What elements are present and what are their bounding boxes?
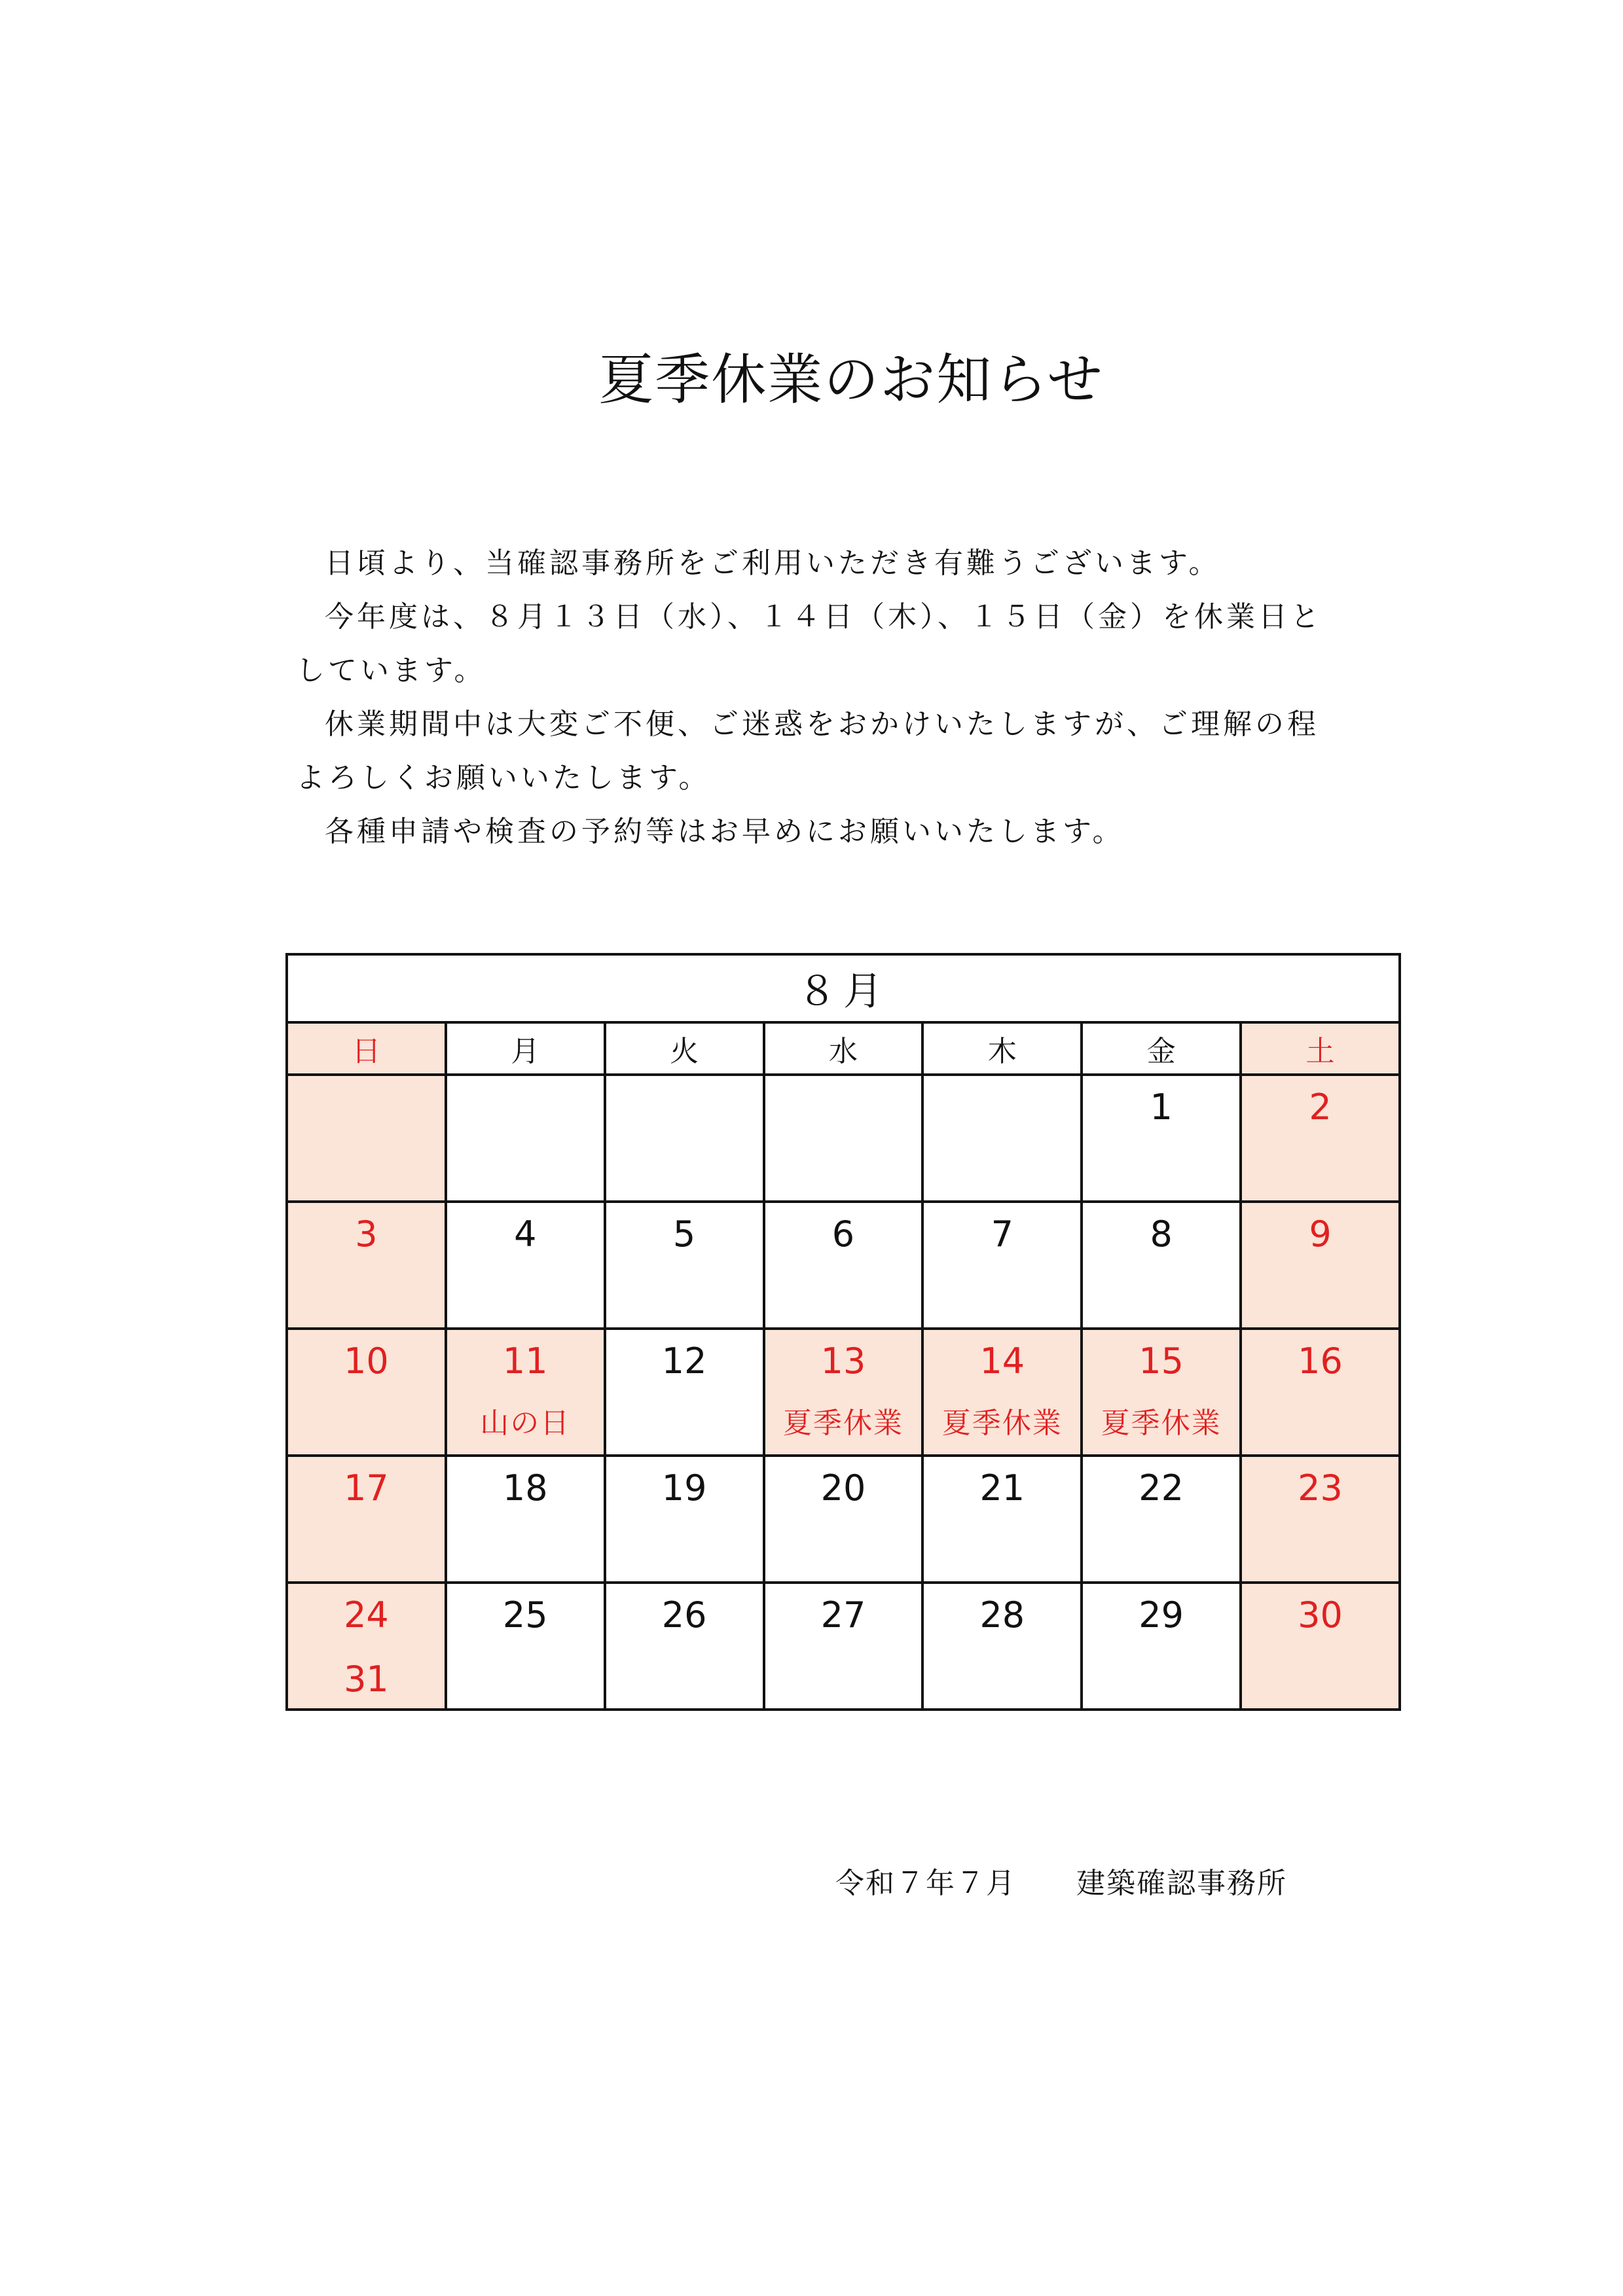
calendar-weekday-row [287, 1022, 1400, 1075]
calendar-day-cell [764, 1202, 923, 1329]
calendar-week-row [287, 1202, 1400, 1329]
calendar-day-cell [764, 1329, 923, 1456]
calendar-day-number: 30 [1298, 1594, 1343, 1636]
calendar-day-number: 14 [979, 1340, 1025, 1382]
calendar-day-number: 29 [1139, 1594, 1184, 1636]
calendar-day-number: 13 [820, 1340, 866, 1382]
calendar-day-cell [287, 1329, 446, 1456]
calendar-day-cell [446, 1075, 605, 1202]
weekday-thu: 木 [922, 1022, 1082, 1075]
calendar-day-number: 17 [344, 1467, 389, 1509]
calendar-day-number: 9 [1309, 1213, 1332, 1255]
calendar-day-number: 7 [991, 1213, 1013, 1255]
calendar-day-cell [764, 1456, 923, 1583]
calendar-day-number: 6 [831, 1213, 855, 1255]
calendar-month-label: ８月 [287, 954, 1400, 1022]
calendar-day-cell [446, 1583, 605, 1710]
calendar-day-cell [1082, 1202, 1241, 1329]
calendar-day-cell [287, 1202, 446, 1329]
calendar-day-number: 16 [1298, 1340, 1343, 1382]
calendar-day-note: 夏季休業 [1101, 1407, 1222, 1440]
calendar-day-cell [605, 1202, 764, 1329]
notice-title: 夏季休業のお知らせ [598, 348, 1104, 412]
calendar-day-cell [605, 1456, 764, 1583]
calendar-day-cell [605, 1075, 764, 1202]
calendar-day-cell [446, 1456, 605, 1583]
calendar-day-number: 8 [1150, 1213, 1173, 1255]
notice-body [296, 537, 1330, 859]
calendar-day-cell [922, 1202, 1082, 1329]
footer-date: 令和７年７月 [835, 1867, 1016, 1900]
august-calendar [285, 953, 1401, 1711]
calendar-day-number: 22 [1139, 1467, 1184, 1509]
calendar-day-number: 1 [1150, 1086, 1173, 1128]
calendar-day-cell [1082, 1583, 1241, 1710]
calendar-month-row [287, 954, 1400, 1022]
calendar-day-number: 27 [820, 1594, 866, 1636]
calendar-day-cell [605, 1329, 764, 1456]
calendar-day-number: 5 [672, 1213, 696, 1255]
calendar-day-number: 11 [502, 1340, 548, 1382]
calendar-day-cell [1241, 1202, 1400, 1329]
calendar-day-number: 28 [979, 1594, 1025, 1636]
calendar-day-cell [764, 1075, 923, 1202]
calendar-day-cell [605, 1583, 764, 1710]
calendar-day-number: 25 [502, 1594, 548, 1636]
paragraph-booking-request: 各種申請や検査の予約等はお早めにお願いいたします。 [325, 815, 1125, 848]
calendar-day-cell [287, 1583, 446, 1710]
weekday-wed: 水 [764, 1022, 923, 1075]
notice-footer [835, 1864, 1287, 1903]
calendar-day-cell [922, 1456, 1082, 1583]
calendar-day-note: 夏季休業 [941, 1407, 1063, 1440]
paragraph-holiday-dates: 今年度は、８月１３日（水）、１４日（木）、１５日（金）を休業日としています。 [296, 600, 1322, 687]
paragraph-apology: 休業期間中は大変ご不便、ご迷惑をおかけいたしますが、ご理解の程よろしくお願いいたします。 [296, 708, 1319, 795]
weekday-sun: 日 [287, 1022, 446, 1075]
calendar-day-cell [922, 1075, 1082, 1202]
weekday-tue: 火 [605, 1022, 764, 1075]
paragraph-greeting: 日頃より、当確認事務所をご利用いただき有難うございます。 [325, 547, 1221, 580]
calendar-day-cell [1082, 1329, 1241, 1456]
calendar-week-row [287, 1583, 1400, 1710]
calendar-day-cell [287, 1456, 446, 1583]
calendar-day-cell [1241, 1075, 1400, 1202]
calendar-day-cell [764, 1583, 923, 1710]
calendar-day-cell [446, 1202, 605, 1329]
footer-office: 建築確認事務所 [1076, 1867, 1287, 1900]
calendar-week-row [287, 1075, 1400, 1202]
calendar-day-number: 20 [820, 1467, 866, 1509]
calendar-day-number: 18 [502, 1467, 548, 1509]
weekday-fri: 金 [1082, 1022, 1241, 1075]
calendar-day-number: 26 [661, 1594, 707, 1636]
calendar-day-cell [287, 1075, 446, 1202]
calendar-day-cell [1241, 1329, 1400, 1456]
calendar-day-number: 12 [661, 1340, 707, 1382]
weekday-sat: 土 [1241, 1022, 1400, 1075]
calendar-day-number: 3 [355, 1213, 378, 1255]
calendar-day-note: 山の日 [480, 1407, 571, 1440]
calendar-day-number: 19 [661, 1467, 707, 1509]
calendar-day-cell [922, 1583, 1082, 1710]
calendar-day-cell [922, 1329, 1082, 1456]
calendar-day-note: 夏季休業 [782, 1407, 903, 1440]
calendar-day-number: 21 [979, 1467, 1025, 1509]
calendar-day-number: 10 [344, 1340, 389, 1382]
calendar-week-row [287, 1329, 1400, 1456]
calendar-day-cell [1082, 1456, 1241, 1583]
weekday-mon: 月 [446, 1022, 605, 1075]
calendar-day-cell [1241, 1456, 1400, 1583]
calendar-day-cell [446, 1329, 605, 1456]
calendar-day-number-extra: 31 [344, 1659, 389, 1700]
calendar-day-number: 23 [1298, 1467, 1343, 1509]
calendar-day-number: 15 [1139, 1340, 1184, 1382]
calendar-week-row [287, 1456, 1400, 1583]
calendar-day-cell [1082, 1075, 1241, 1202]
calendar-day-number: 24 [344, 1594, 389, 1636]
calendar-day-number: 2 [1309, 1086, 1332, 1128]
calendar-day-cell [1241, 1583, 1400, 1710]
calendar-table [285, 953, 1401, 1711]
calendar-day-number: 4 [514, 1213, 537, 1255]
